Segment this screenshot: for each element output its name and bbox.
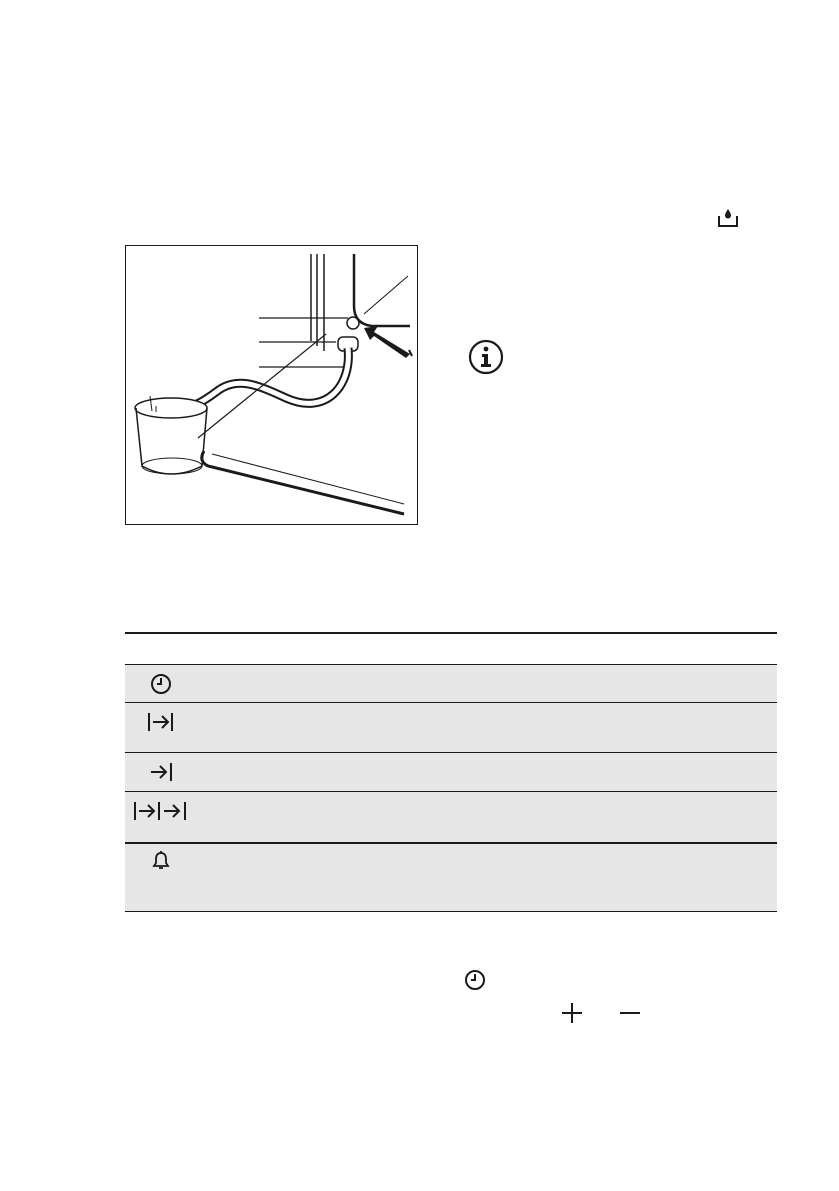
table-bottom-rule [125,911,777,912]
table-row [125,844,777,911]
bell-icon [125,850,197,872]
clock-icon [125,673,197,695]
water-drop-tray-icon [716,206,740,228]
table-row [125,792,777,842]
end-time-icon [125,761,197,783]
drain-hose-illustration [125,245,418,525]
clock-icon [464,969,486,991]
duration-icon [125,711,197,733]
minus-icon [619,1002,641,1024]
table-row [125,665,777,702]
table-row [125,703,777,752]
table-row [125,753,777,791]
timer-functions-table [125,632,777,912]
plus-icon [561,1002,583,1024]
time-delay-icon [125,800,197,822]
table-header-row [125,634,777,664]
info-icon [468,339,504,375]
